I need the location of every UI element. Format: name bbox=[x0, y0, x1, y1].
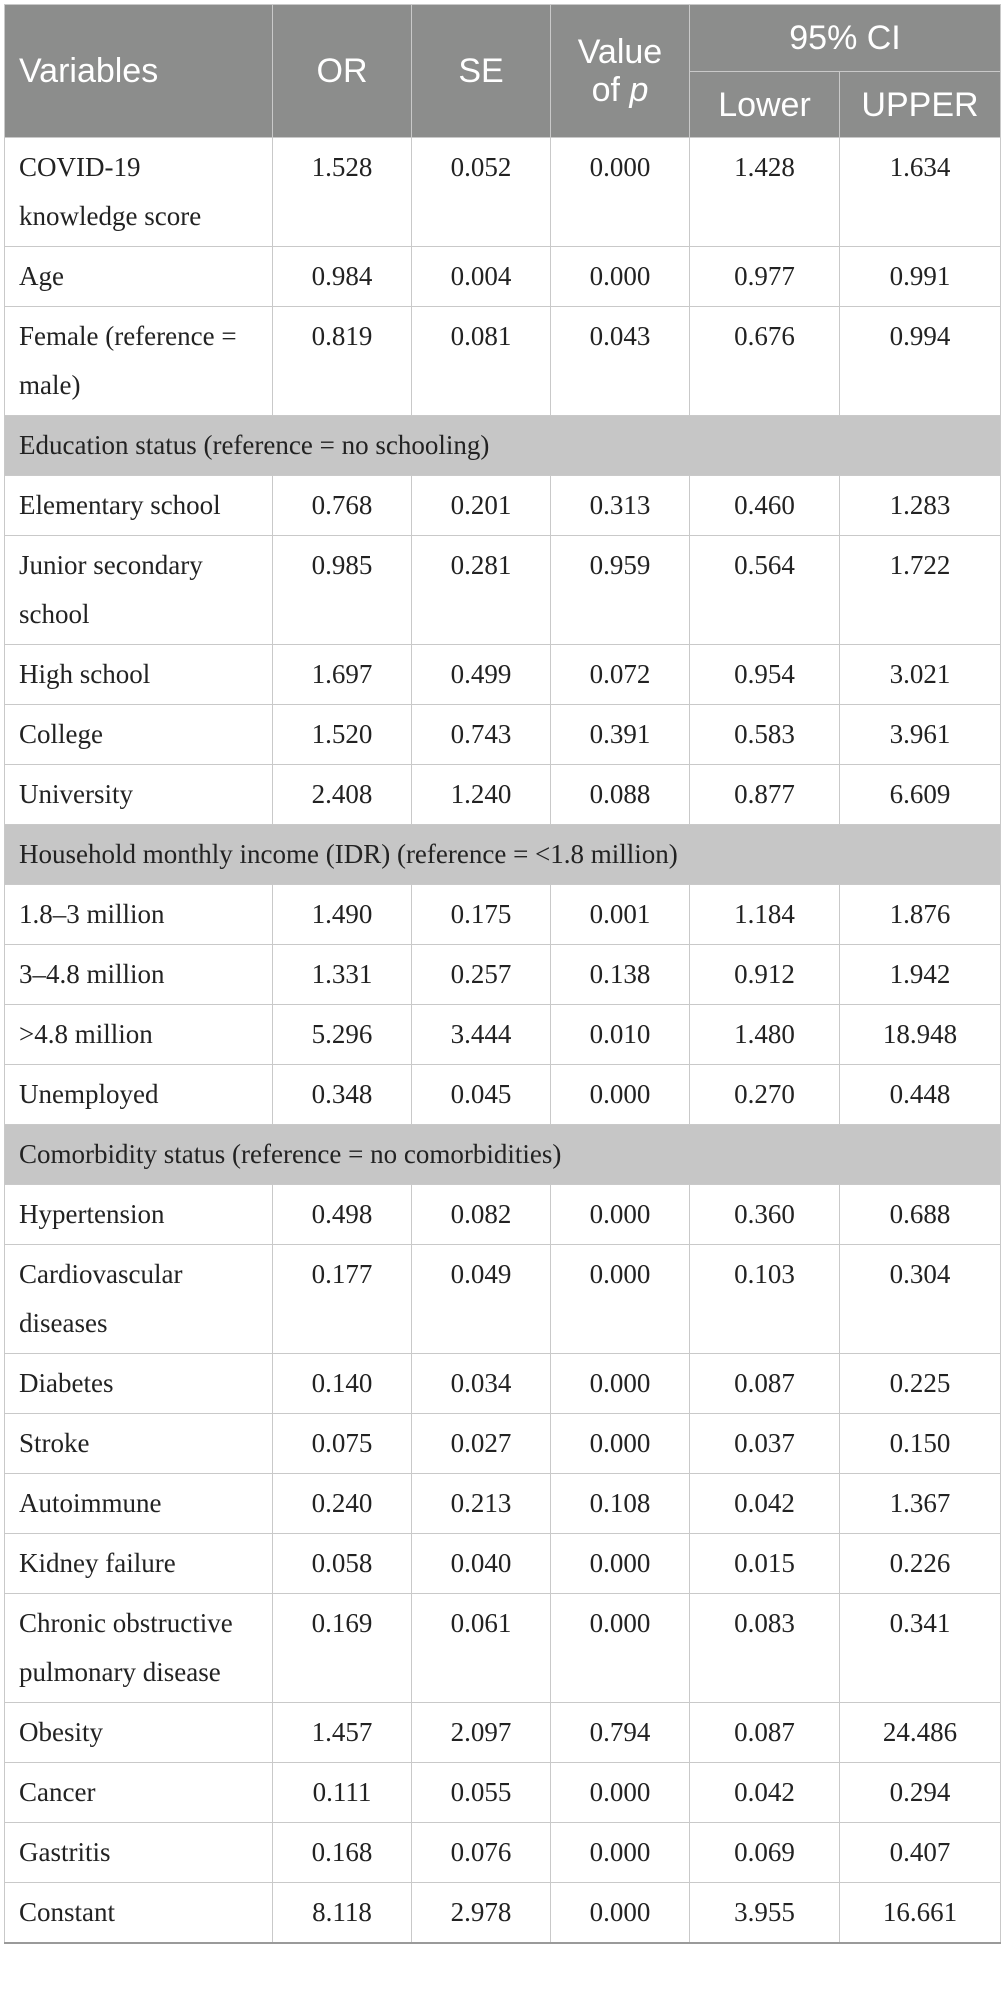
ci-lower-cell: 0.083 bbox=[690, 1594, 840, 1703]
ci-lower-cell: 0.270 bbox=[690, 1065, 840, 1125]
table-row bbox=[5, 705, 1001, 765]
or-cell: 0.111 bbox=[273, 1763, 412, 1823]
table-row bbox=[5, 1594, 1001, 1703]
ci-lower-cell: 0.042 bbox=[690, 1474, 840, 1534]
table-row bbox=[5, 1883, 1001, 1944]
ci-upper-cell: 0.448 bbox=[840, 1065, 1001, 1125]
ci-lower-cell: 0.583 bbox=[690, 705, 840, 765]
variable-cell: Chronic obstructive pulmonary disease bbox=[5, 1594, 273, 1703]
table-row bbox=[5, 645, 1001, 705]
or-cell: 0.985 bbox=[273, 536, 412, 645]
table-row bbox=[5, 247, 1001, 307]
se-cell: 0.257 bbox=[412, 945, 551, 1005]
se-cell: 0.743 bbox=[412, 705, 551, 765]
ci-lower-cell: 1.428 bbox=[690, 138, 840, 247]
ci-upper-cell: 0.226 bbox=[840, 1534, 1001, 1594]
se-cell: 0.061 bbox=[412, 1594, 551, 1703]
se-cell: 0.082 bbox=[412, 1185, 551, 1245]
ci-upper-cell: 24.486 bbox=[840, 1703, 1001, 1763]
header-of-word: of bbox=[591, 71, 630, 109]
se-cell: 0.081 bbox=[412, 307, 551, 416]
or-cell: 0.498 bbox=[273, 1185, 412, 1245]
ci-upper-cell: 0.150 bbox=[840, 1414, 1001, 1474]
p-value-cell: 0.138 bbox=[551, 945, 690, 1005]
table-row bbox=[5, 765, 1001, 825]
p-value-cell: 0.108 bbox=[551, 1474, 690, 1534]
header-se: SE bbox=[412, 5, 551, 138]
or-cell: 1.331 bbox=[273, 945, 412, 1005]
variable-cell: Obesity bbox=[5, 1703, 273, 1763]
p-value-cell: 0.794 bbox=[551, 1703, 690, 1763]
or-cell: 1.490 bbox=[273, 885, 412, 945]
p-value-cell: 0.043 bbox=[551, 307, 690, 416]
ci-lower-cell: 0.015 bbox=[690, 1534, 840, 1594]
table-row bbox=[5, 1534, 1001, 1594]
variable-cell: Elementary school bbox=[5, 476, 273, 536]
or-cell: 2.408 bbox=[273, 765, 412, 825]
p-value-cell: 0.088 bbox=[551, 765, 690, 825]
regression-table bbox=[4, 4, 1001, 1944]
se-cell: 0.213 bbox=[412, 1474, 551, 1534]
or-cell: 0.768 bbox=[273, 476, 412, 536]
ci-lower-cell: 1.184 bbox=[690, 885, 840, 945]
se-cell: 0.040 bbox=[412, 1534, 551, 1594]
or-cell: 1.697 bbox=[273, 645, 412, 705]
ci-lower-cell: 0.877 bbox=[690, 765, 840, 825]
or-cell: 1.457 bbox=[273, 1703, 412, 1763]
variable-cell: Cardiovascular diseases bbox=[5, 1245, 273, 1354]
table-row bbox=[5, 1185, 1001, 1245]
header-upper: UPPER bbox=[840, 72, 1001, 138]
table-row bbox=[5, 1065, 1001, 1125]
p-value-cell: 0.000 bbox=[551, 138, 690, 247]
variable-cell: Female (reference = male) bbox=[5, 307, 273, 416]
ci-lower-cell: 0.360 bbox=[690, 1185, 840, 1245]
ci-lower-cell: 0.037 bbox=[690, 1414, 840, 1474]
ci-upper-cell: 1.367 bbox=[840, 1474, 1001, 1534]
ci-upper-cell: 3.961 bbox=[840, 705, 1001, 765]
ci-upper-cell: 1.283 bbox=[840, 476, 1001, 536]
or-cell: 0.177 bbox=[273, 1245, 412, 1354]
ci-upper-cell: 3.021 bbox=[840, 645, 1001, 705]
or-cell: 5.296 bbox=[273, 1005, 412, 1065]
se-cell: 0.055 bbox=[412, 1763, 551, 1823]
ci-upper-cell: 0.991 bbox=[840, 247, 1001, 307]
variable-cell: Unemployed bbox=[5, 1065, 273, 1125]
variable-cell: 3–4.8 million bbox=[5, 945, 273, 1005]
p-value-cell: 0.000 bbox=[551, 1534, 690, 1594]
se-cell: 0.076 bbox=[412, 1823, 551, 1883]
header-or: OR bbox=[273, 5, 412, 138]
ci-upper-cell: 0.294 bbox=[840, 1763, 1001, 1823]
or-cell: 8.118 bbox=[273, 1883, 412, 1944]
table-row bbox=[5, 1763, 1001, 1823]
table-header bbox=[5, 5, 1001, 138]
or-cell: 0.058 bbox=[273, 1534, 412, 1594]
variable-cell: Cancer bbox=[5, 1763, 273, 1823]
or-cell: 0.819 bbox=[273, 307, 412, 416]
se-cell: 0.052 bbox=[412, 138, 551, 247]
se-cell: 2.978 bbox=[412, 1883, 551, 1944]
variable-cell: Diabetes bbox=[5, 1354, 273, 1414]
header-value-of-p bbox=[551, 5, 690, 138]
variable-cell: University bbox=[5, 765, 273, 825]
section-label: Household monthly income (IDR) (reference = <1.8 million) bbox=[5, 825, 1001, 885]
ci-lower-cell: 3.955 bbox=[690, 1883, 840, 1944]
ci-upper-cell: 0.341 bbox=[840, 1594, 1001, 1703]
variable-cell: >4.8 million bbox=[5, 1005, 273, 1065]
table-row bbox=[5, 1005, 1001, 1065]
ci-lower-cell: 0.954 bbox=[690, 645, 840, 705]
variable-cell: Autoimmune bbox=[5, 1474, 273, 1534]
ci-lower-cell: 0.977 bbox=[690, 247, 840, 307]
ci-lower-cell: 0.069 bbox=[690, 1823, 840, 1883]
ci-upper-cell: 1.942 bbox=[840, 945, 1001, 1005]
table-row bbox=[5, 885, 1001, 945]
variable-cell: Age bbox=[5, 247, 273, 307]
table-row bbox=[5, 1474, 1001, 1534]
se-cell: 0.004 bbox=[412, 247, 551, 307]
ci-lower-cell: 0.460 bbox=[690, 476, 840, 536]
ci-lower-cell: 0.042 bbox=[690, 1763, 840, 1823]
variable-cell: COVID-19 knowledge score bbox=[5, 138, 273, 247]
p-value-cell: 0.000 bbox=[551, 247, 690, 307]
variable-cell: Junior secondary school bbox=[5, 536, 273, 645]
header-variables: Variables bbox=[5, 5, 273, 138]
p-value-cell: 0.000 bbox=[551, 1594, 690, 1703]
ci-upper-cell: 0.407 bbox=[840, 1823, 1001, 1883]
variable-cell: Kidney failure bbox=[5, 1534, 273, 1594]
or-cell: 1.528 bbox=[273, 138, 412, 247]
ci-upper-cell: 18.948 bbox=[840, 1005, 1001, 1065]
variable-cell: Stroke bbox=[5, 1414, 273, 1474]
section-header-row bbox=[5, 825, 1001, 885]
or-cell: 0.169 bbox=[273, 1594, 412, 1703]
se-cell: 0.045 bbox=[412, 1065, 551, 1125]
se-cell: 0.499 bbox=[412, 645, 551, 705]
table-row bbox=[5, 1245, 1001, 1354]
or-cell: 0.348 bbox=[273, 1065, 412, 1125]
ci-upper-cell: 1.722 bbox=[840, 536, 1001, 645]
or-cell: 0.240 bbox=[273, 1474, 412, 1534]
ci-upper-cell: 16.661 bbox=[840, 1883, 1001, 1944]
table-row bbox=[5, 536, 1001, 645]
table-body bbox=[5, 138, 1001, 1944]
ci-lower-cell: 0.087 bbox=[690, 1703, 840, 1763]
ci-upper-cell: 0.225 bbox=[840, 1354, 1001, 1414]
se-cell: 2.097 bbox=[412, 1703, 551, 1763]
se-cell: 0.175 bbox=[412, 885, 551, 945]
table-row bbox=[5, 138, 1001, 247]
section-label: Education status (reference = no schooling) bbox=[5, 416, 1001, 476]
ci-upper-cell: 1.876 bbox=[840, 885, 1001, 945]
se-cell: 3.444 bbox=[412, 1005, 551, 1065]
variable-cell: 1.8–3 million bbox=[5, 885, 273, 945]
ci-lower-cell: 1.480 bbox=[690, 1005, 840, 1065]
ci-upper-cell: 0.304 bbox=[840, 1245, 1001, 1354]
variable-cell: Gastritis bbox=[5, 1823, 273, 1883]
se-cell: 0.034 bbox=[412, 1354, 551, 1414]
or-cell: 0.984 bbox=[273, 247, 412, 307]
table-row bbox=[5, 945, 1001, 1005]
p-value-cell: 0.010 bbox=[551, 1005, 690, 1065]
section-label: Comorbidity status (reference = no comorbidities) bbox=[5, 1125, 1001, 1185]
header-value-line1: Value bbox=[577, 33, 663, 71]
p-value-cell: 0.000 bbox=[551, 1245, 690, 1354]
ci-lower-cell: 0.087 bbox=[690, 1354, 840, 1414]
se-cell: 0.049 bbox=[412, 1245, 551, 1354]
p-value-cell: 0.072 bbox=[551, 645, 690, 705]
or-cell: 1.520 bbox=[273, 705, 412, 765]
or-cell: 0.168 bbox=[273, 1823, 412, 1883]
p-value-cell: 0.000 bbox=[551, 1185, 690, 1245]
p-value-cell: 0.000 bbox=[551, 1883, 690, 1944]
variable-cell: Hypertension bbox=[5, 1185, 273, 1245]
ci-lower-cell: 0.103 bbox=[690, 1245, 840, 1354]
table-row bbox=[5, 1703, 1001, 1763]
ci-lower-cell: 0.912 bbox=[690, 945, 840, 1005]
p-value-cell: 0.000 bbox=[551, 1354, 690, 1414]
p-value-cell: 0.959 bbox=[551, 536, 690, 645]
regression-table-container bbox=[4, 4, 1001, 1944]
se-cell: 0.027 bbox=[412, 1414, 551, 1474]
or-cell: 0.075 bbox=[273, 1414, 412, 1474]
header-ci: 95% CI bbox=[690, 5, 1001, 72]
variable-cell: College bbox=[5, 705, 273, 765]
section-header-row bbox=[5, 416, 1001, 476]
p-value-cell: 0.313 bbox=[551, 476, 690, 536]
variable-cell: High school bbox=[5, 645, 273, 705]
p-value-cell: 0.001 bbox=[551, 885, 690, 945]
table-row bbox=[5, 1354, 1001, 1414]
table-row bbox=[5, 1414, 1001, 1474]
header-value-line2 bbox=[551, 71, 689, 109]
ci-upper-cell: 0.994 bbox=[840, 307, 1001, 416]
variable-cell: Constant bbox=[5, 1883, 273, 1944]
p-value-cell: 0.000 bbox=[551, 1414, 690, 1474]
table-row bbox=[5, 307, 1001, 416]
section-header-row bbox=[5, 1125, 1001, 1185]
table-row bbox=[5, 1823, 1001, 1883]
p-value-cell: 0.391 bbox=[551, 705, 690, 765]
se-cell: 0.281 bbox=[412, 536, 551, 645]
p-value-cell: 0.000 bbox=[551, 1763, 690, 1823]
p-value-cell: 0.000 bbox=[551, 1065, 690, 1125]
ci-upper-cell: 6.609 bbox=[840, 765, 1001, 825]
table-row bbox=[5, 476, 1001, 536]
ci-lower-cell: 0.564 bbox=[690, 536, 840, 645]
or-cell: 0.140 bbox=[273, 1354, 412, 1414]
ci-upper-cell: 0.688 bbox=[840, 1185, 1001, 1245]
header-p-symbol: p bbox=[629, 71, 649, 109]
ci-lower-cell: 0.676 bbox=[690, 307, 840, 416]
se-cell: 0.201 bbox=[412, 476, 551, 536]
se-cell: 1.240 bbox=[412, 765, 551, 825]
p-value-cell: 0.000 bbox=[551, 1823, 690, 1883]
header-lower: Lower bbox=[690, 72, 840, 138]
ci-upper-cell: 1.634 bbox=[840, 138, 1001, 247]
